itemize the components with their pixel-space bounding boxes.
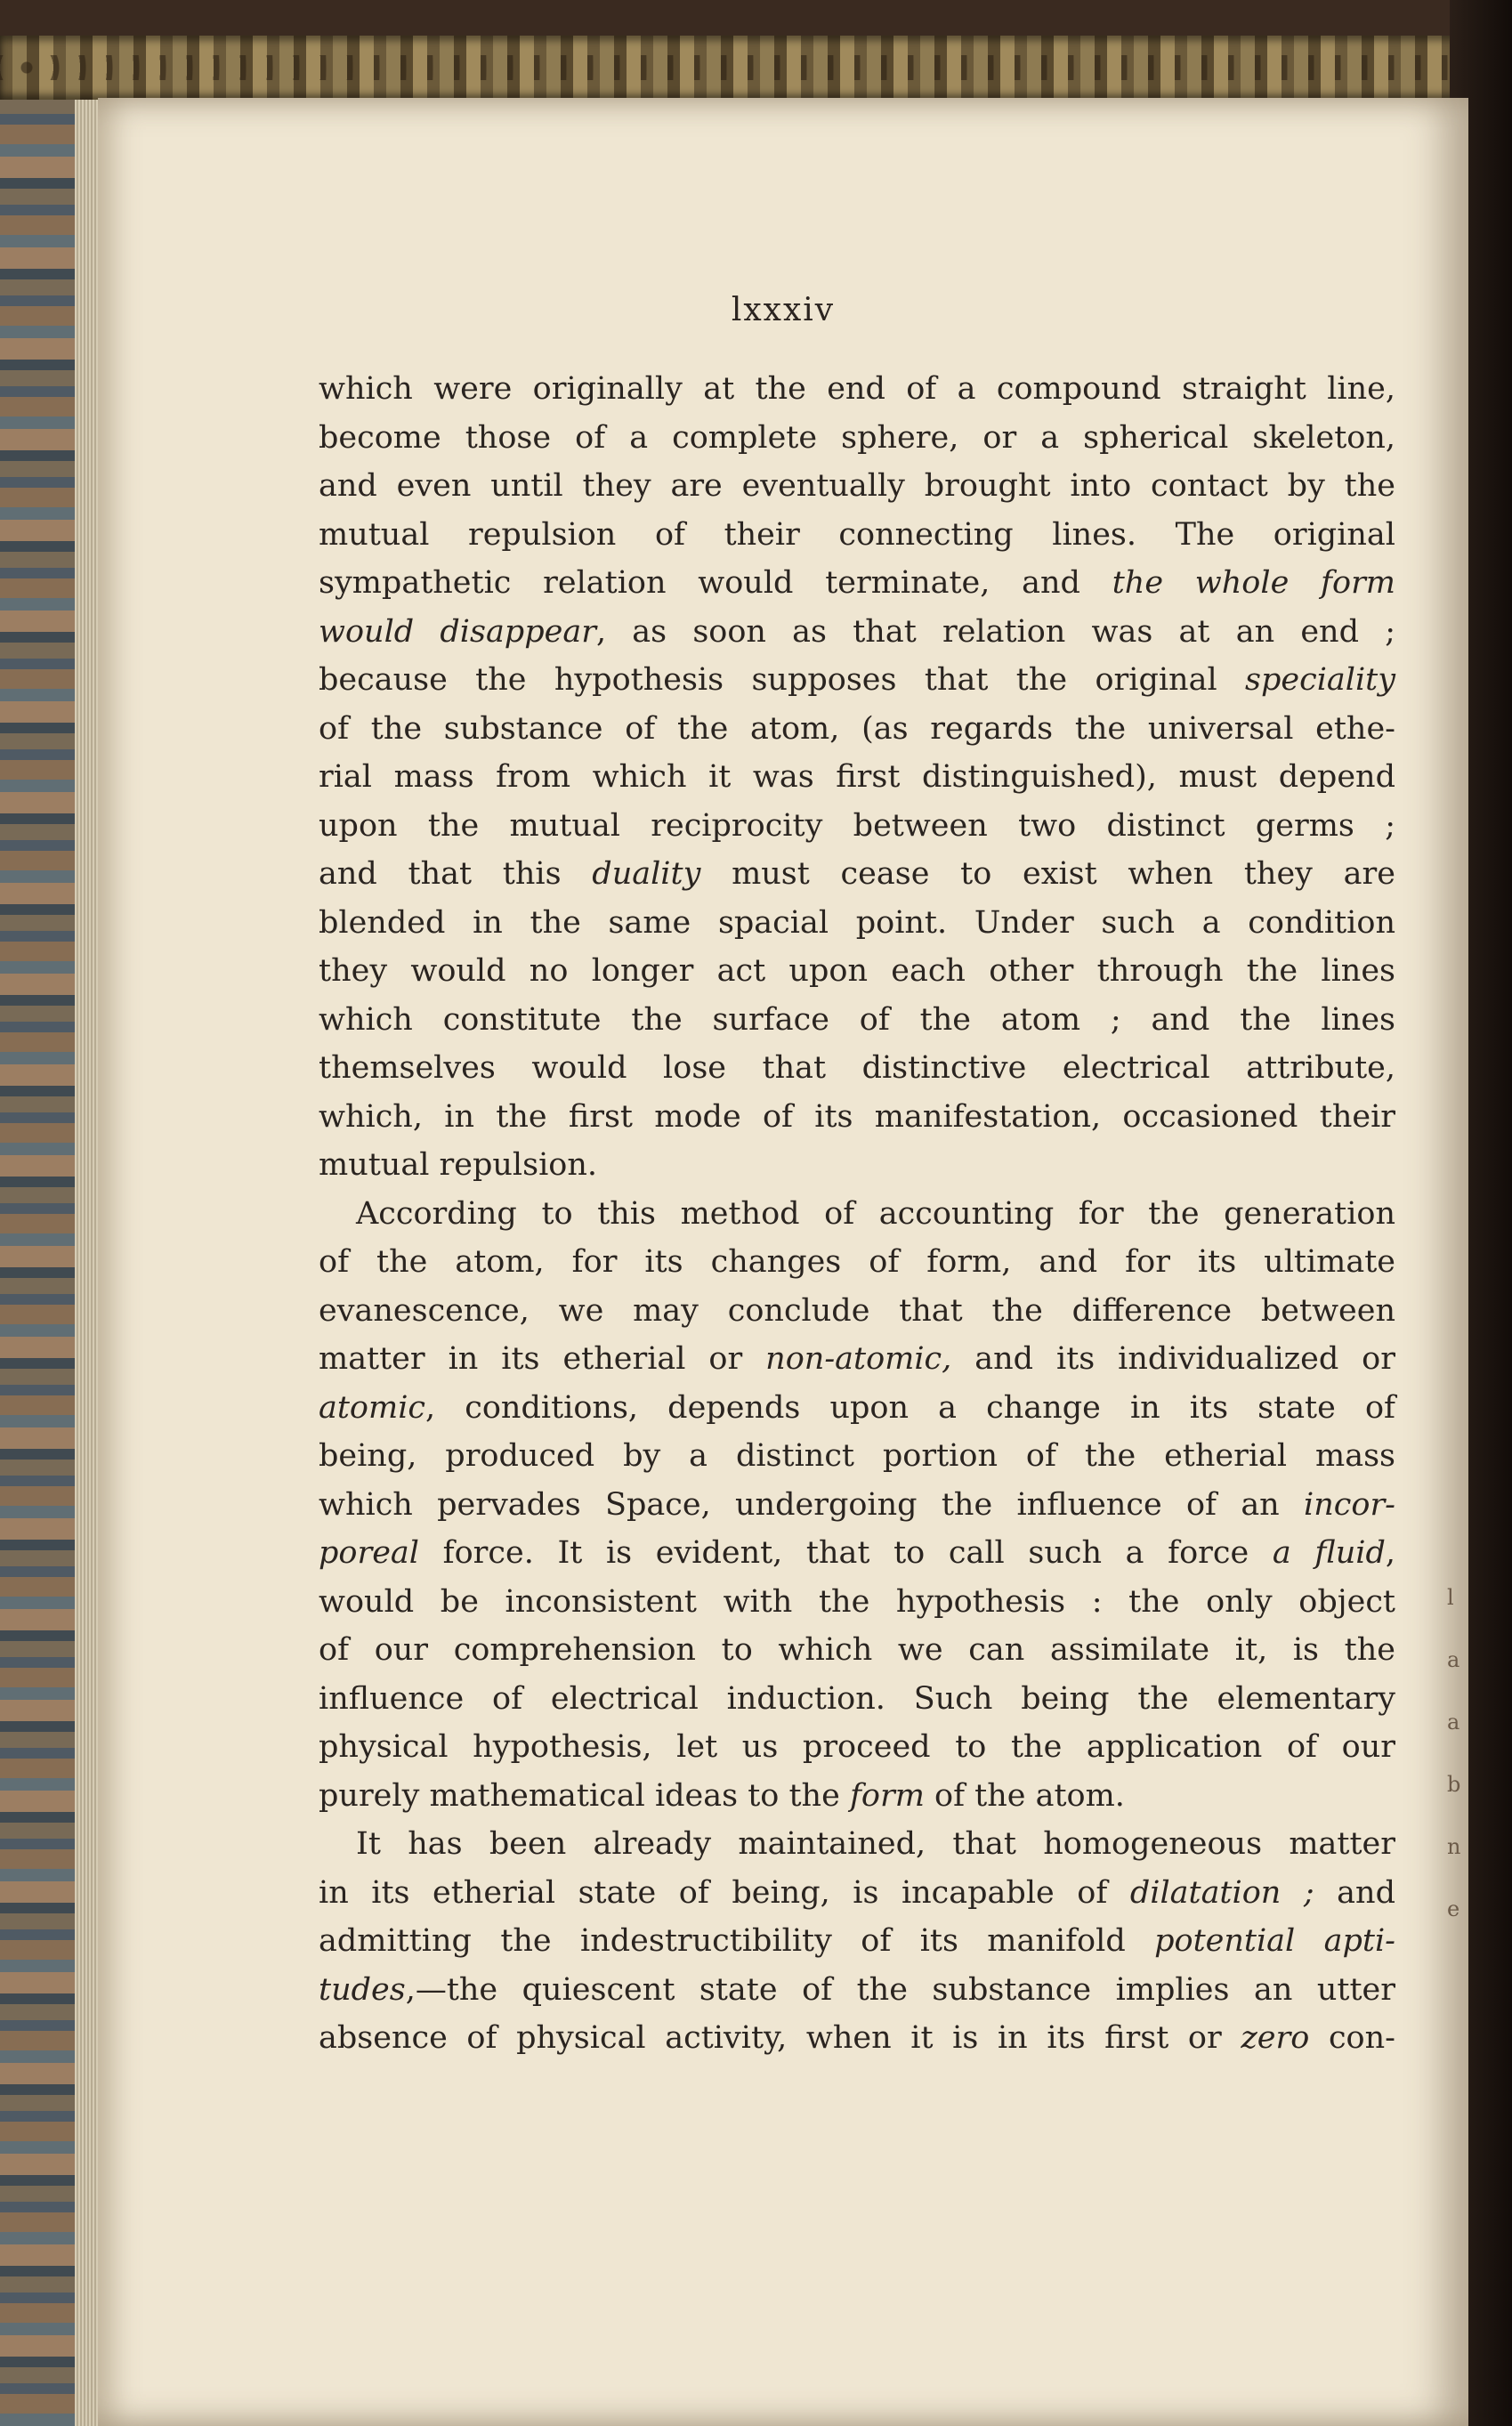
- text-segment: influence of electrical induction. Such being the elementary: [319, 1680, 1395, 1717]
- text-segment: which pervades Space, undergoing the influence of an: [319, 1486, 1305, 1523]
- margin-letter: b: [1447, 1772, 1461, 1797]
- italic-text: the whole form: [1112, 565, 1395, 601]
- text-line: [319, 462, 1395, 511]
- text-segment: which were originally at the end of a compound straight line,: [319, 371, 1395, 407]
- text-line: [319, 899, 1395, 948]
- marbled-fore-edge: [0, 98, 98, 2426]
- text-segment: , as soon as that relation was at an end ;: [595, 613, 1395, 650]
- italic-text: non-atomic,: [765, 1341, 952, 1377]
- text-segment: con-: [1309, 2020, 1395, 2056]
- text-segment: become those of a complete sphere, or a spherical skeleton,: [319, 419, 1395, 456]
- text-line: [319, 1238, 1395, 1287]
- page-number: lxxxiv: [731, 292, 836, 328]
- text-line: [319, 1335, 1395, 1384]
- text-segment: themselves would lose that distinctive electrical attribute,: [319, 1050, 1395, 1086]
- text-segment: force. It is evident, that to call such a force: [418, 1535, 1273, 1571]
- margin-letter: a: [1447, 1647, 1460, 1672]
- text-segment: physical hypothesis, let us proceed to the application of our: [319, 1729, 1395, 1765]
- text-segment: of the atom.: [924, 1777, 1125, 1814]
- text-segment: in its etherial state of being, is incapable of: [319, 1874, 1130, 1911]
- text-segment: evanescence, we may conclude that the difference between: [319, 1292, 1395, 1329]
- text-line: [319, 947, 1395, 996]
- text-segment: admitting the indestructibility of its manifold: [319, 1923, 1155, 1959]
- text-line: [319, 608, 1395, 657]
- text-segment: of the atom, for its changes of form, and for its ultimate: [319, 1244, 1395, 1280]
- text-line: [319, 1044, 1395, 1093]
- italic-text: duality: [592, 856, 701, 892]
- gilt-top-border: [0, 36, 1459, 100]
- text-line: [319, 365, 1395, 414]
- book-page: [98, 98, 1468, 2426]
- margin-letter: l: [1447, 1585, 1454, 1610]
- text-segment: absence of physical activity, when it is in its first or: [319, 2020, 1241, 2056]
- text-segment: rial mass from which it was first distinguished), must depend: [319, 759, 1395, 795]
- text-segment: which, in the first mode of its manifestation, occasioned their: [319, 1098, 1395, 1135]
- text-line: [319, 1141, 1395, 1190]
- italic-text: dilatation ;: [1129, 1874, 1314, 1911]
- text-segment: and even until they are eventually brought into contact by the: [319, 468, 1395, 504]
- italic-text: tudes: [319, 1971, 406, 2008]
- text-line: [319, 1626, 1395, 1675]
- text-line: [319, 1578, 1395, 1627]
- text-line: [319, 753, 1395, 802]
- text-segment: mutual repulsion.: [319, 1147, 598, 1183]
- text-line: [319, 1481, 1395, 1530]
- text-line: [319, 1529, 1395, 1578]
- text-segment: must cease to exist when they are: [700, 856, 1395, 892]
- text-segment: matter in its etherial or: [319, 1341, 766, 1377]
- text-line: [319, 705, 1395, 754]
- body-text: [319, 365, 1395, 2063]
- text-line: [319, 1432, 1395, 1481]
- text-line: [319, 1772, 1395, 1821]
- text-line: [319, 559, 1395, 608]
- italic-text: would disappear: [319, 613, 596, 650]
- margin-letter: e: [1447, 1896, 1460, 1921]
- text-segment: because the hypothesis supposes that the original: [319, 662, 1246, 698]
- italic-text: potential apti-: [1154, 1923, 1395, 1959]
- text-segment: would be inconsistent with the hypothesis : the only object: [319, 1583, 1395, 1620]
- facing-page-margin-letters: [1447, 1566, 1468, 1940]
- text-segment: being, produced by a distinct portion of the etherial mass: [319, 1438, 1395, 1474]
- italic-text: incor-: [1304, 1486, 1395, 1523]
- text-segment: of the substance of the atom, (as regards the universal ethe-: [319, 710, 1395, 747]
- italic-text: form: [849, 1777, 925, 1814]
- text-line: [319, 414, 1395, 463]
- text-line: [319, 1287, 1395, 1336]
- text-line: [319, 1093, 1395, 1142]
- italic-text: poreal: [319, 1535, 419, 1571]
- text-segment: which constitute the surface of the atom ; and the lines: [319, 1001, 1395, 1038]
- text-segment: of our comprehension to which we can assimilate it, is the: [319, 1632, 1395, 1668]
- text-line: [319, 1966, 1395, 2015]
- text-line: [319, 802, 1395, 851]
- text-segment: mutual repulsion of their connecting lines. The original: [319, 516, 1395, 553]
- text-segment: blended in the same spacial point. Under such a condition: [319, 904, 1395, 941]
- italic-text: zero: [1241, 2020, 1310, 2056]
- text-line: [319, 1723, 1395, 1772]
- italic-text: speciality: [1245, 662, 1395, 698]
- text-segment: purely mathematical ideas to the: [319, 1777, 850, 1814]
- text-line: [319, 656, 1395, 705]
- text-segment: It has been already maintained, that homogeneous matter: [356, 1826, 1395, 1862]
- text-line: [319, 1675, 1395, 1724]
- text-line: [319, 1917, 1395, 1966]
- italic-text: a fluid: [1272, 1535, 1386, 1571]
- text-segment: sympathetic relation would terminate, and: [319, 565, 1112, 601]
- text-line: [319, 511, 1395, 560]
- text-segment: and: [1314, 1874, 1395, 1911]
- text-line: [319, 1190, 1395, 1239]
- italic-text: atomic: [319, 1389, 425, 1426]
- text-segment: they would no longer act upon each other through the lines: [319, 953, 1395, 989]
- text-line: [319, 1820, 1395, 1869]
- text-line: [319, 1869, 1395, 1918]
- text-segment: According to this method of accounting for the generation: [356, 1195, 1395, 1232]
- margin-letter: n: [1447, 1834, 1461, 1859]
- margin-letter: a: [1447, 1710, 1460, 1735]
- text-segment: ,—the quiescent state of the substance implies an utter: [405, 1971, 1395, 2008]
- text-segment: and that this: [319, 856, 593, 892]
- text-line: [319, 1384, 1395, 1433]
- text-line: [319, 2014, 1395, 2063]
- text-segment: and its individualized or: [951, 1341, 1395, 1377]
- text-segment: upon the mutual reciprocity between two distinct germs ;: [319, 807, 1395, 844]
- text-segment: ,: [1385, 1535, 1395, 1571]
- text-line: [319, 996, 1395, 1045]
- text-segment: , conditions, depends upon a change in its state of: [425, 1389, 1395, 1426]
- text-line: [319, 850, 1395, 899]
